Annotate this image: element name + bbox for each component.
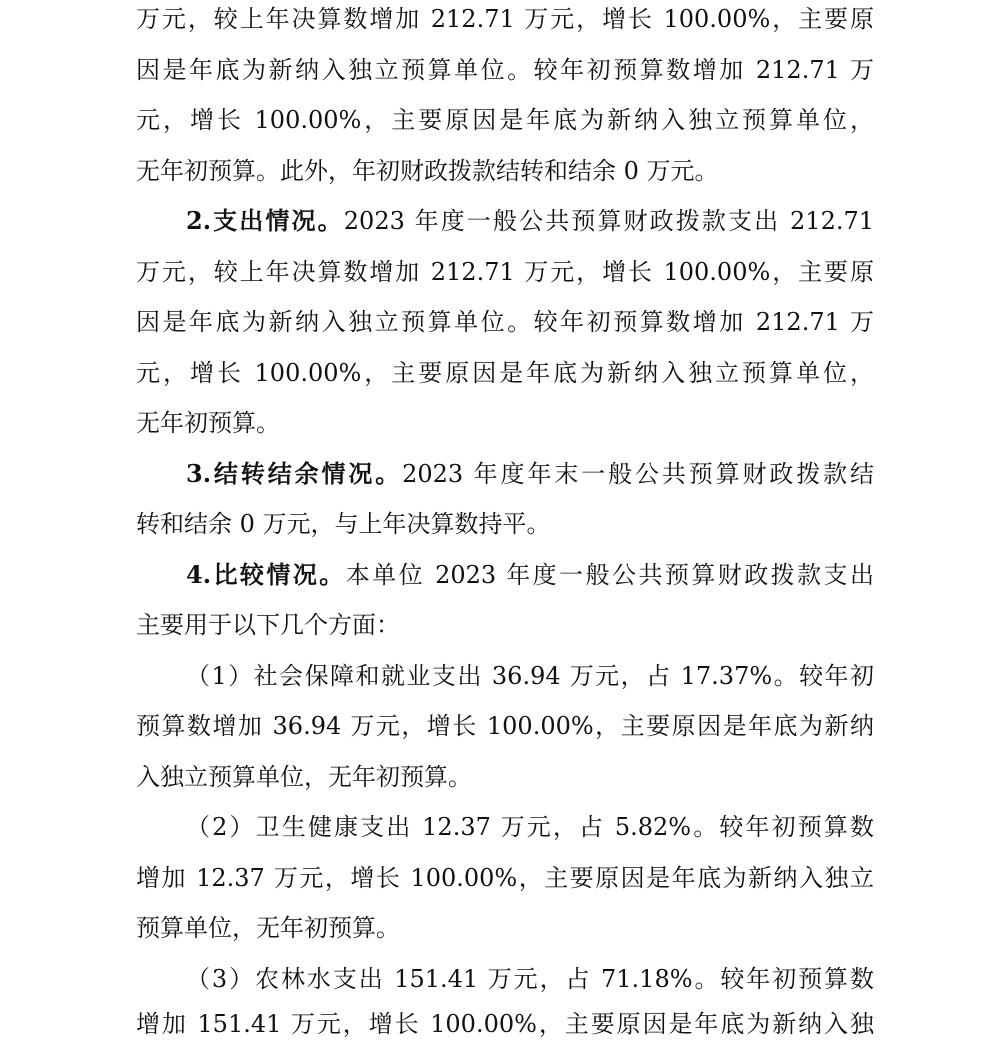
text-line [136, 253, 874, 291]
line-text: 因是年底为新纳入独立预算单位。较年初预算数增加 212.71 万 [136, 308, 874, 336]
text-line [136, 0, 874, 38]
line-text: 万元，较上年决算数增加 212.71 万元，增长 100.00%，主要原 [136, 5, 874, 33]
text-line [136, 1005, 874, 1043]
line-text: （3）农林水支出 151.41 万元，占 71.18%。较年初预算数 [186, 965, 874, 993]
line-text: 入独立预算单位，无年初预算。 [136, 763, 472, 791]
list-item-first-line [186, 657, 874, 695]
text-line [136, 303, 874, 341]
line-text: 预算单位，无年初预算。 [136, 914, 400, 942]
text-line [136, 505, 874, 543]
line-text: 元，增长 100.00%，主要原因是年底为新纳入独立预算单位， [136, 359, 874, 387]
text-line [136, 404, 874, 442]
line-text: （2）卫生健康支出 12.37 万元，占 5.82%。较年初预算数 [186, 813, 874, 841]
line-text: 增加 12.37 万元，增长 100.00%，主要原因是年底为新纳入独立 [136, 864, 874, 892]
section-heading: 4.比较情况。 [186, 560, 346, 589]
list-item-first-line [186, 960, 874, 998]
text-line [136, 758, 874, 796]
line-text: 主要用于以下几个方面： [136, 611, 400, 639]
line-text: 转和结余 0 万元，与上年决算数持平。 [136, 510, 551, 538]
text-line [136, 707, 874, 745]
text-line [136, 354, 874, 392]
line-text: 万元，较上年决算数增加 212.71 万元，增长 100.00%，主要原 [136, 258, 874, 286]
line-text: 本单位 2023 年度一般公共预算财政拨款支出 [345, 561, 874, 589]
line-text: 增加 151.41 万元，增长 100.00%，主要原因是年底为新纳入独 [136, 1010, 874, 1038]
line-text: 2023 年度年末一般公共预算财政拨款结 [402, 460, 874, 488]
section-heading: 3.结转结余情况。 [186, 459, 403, 488]
line-text: 无年初预算。此外，年初财政拨款结转和结余 0 万元。 [136, 157, 719, 185]
text-line [136, 606, 874, 644]
paragraph-first-line [186, 202, 874, 240]
text-line [136, 859, 874, 897]
text-line [136, 51, 874, 89]
section-heading: 2.支出情况。 [186, 206, 344, 235]
line-text: 2023 年度一般公共预算财政拨款支出 212.71 [343, 207, 874, 235]
line-text: （1）社会保障和就业支出 36.94 万元，占 17.37%。较年初 [186, 662, 874, 690]
line-text: 预算数增加 36.94 万元，增长 100.00%，主要原因是年底为新纳 [136, 712, 874, 740]
text-line [136, 152, 874, 190]
line-text: 无年初预算。 [136, 409, 280, 437]
paragraph-first-line [186, 455, 874, 493]
text-line [136, 101, 874, 139]
list-item-first-line [186, 808, 874, 846]
line-text: 元，增长 100.00%，主要原因是年底为新纳入独立预算单位， [136, 106, 874, 134]
line-text: 因是年底为新纳入独立预算单位。较年初预算数增加 212.71 万 [136, 56, 874, 84]
paragraph-first-line [186, 556, 874, 594]
text-line [136, 909, 874, 947]
